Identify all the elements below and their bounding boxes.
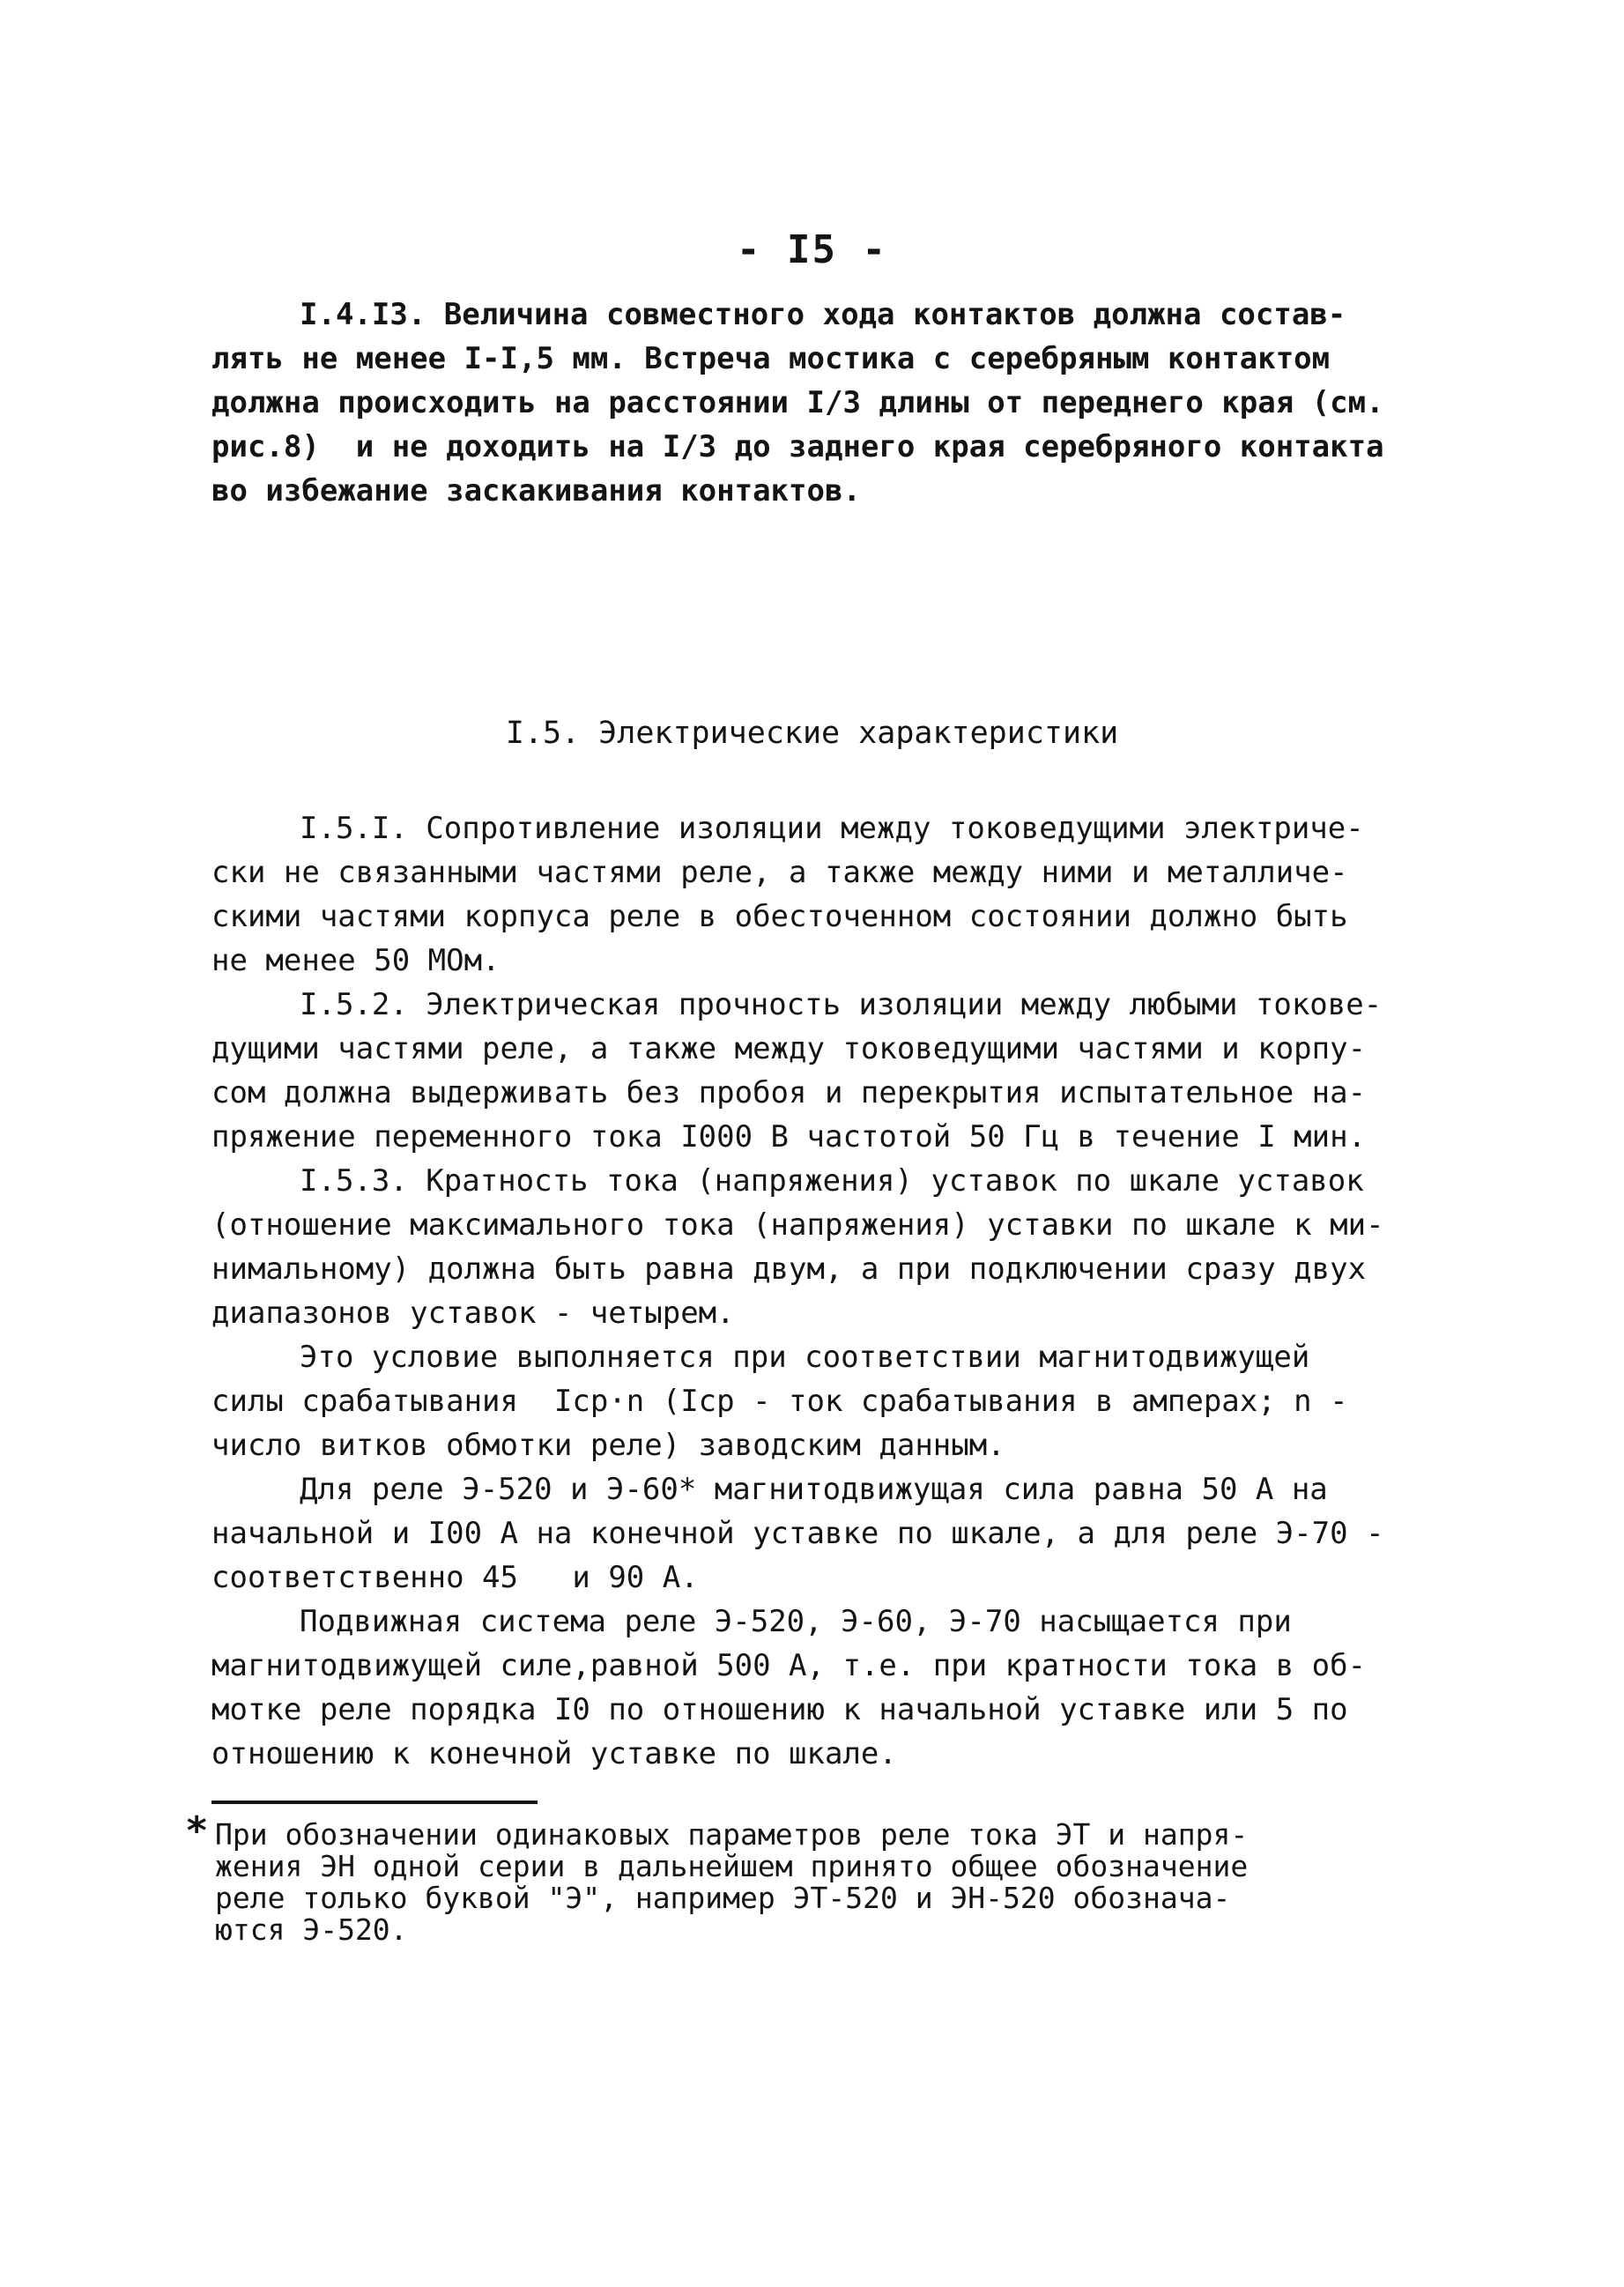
section-heading: I.5. Электрические характеристики bbox=[505, 716, 1119, 751]
text-line: нимальному) должна быть равна двум, а при подключении сразу двух bbox=[211, 1251, 1367, 1287]
text-line: должна происходить на расстоянии I/3 длины от переднего края (см. bbox=[211, 385, 1384, 420]
text-line: I.5.I. Сопротивление изоляции между токоведущими электриче- bbox=[300, 811, 1364, 846]
text-line: Для реле Э-520 и Э-60* магнитодвижущая сила равна 50 А на bbox=[300, 1472, 1328, 1507]
text-line: Подвижная система реле Э-520, Э-60, Э-70 насыщается при bbox=[300, 1604, 1292, 1639]
footnote-rule bbox=[211, 1801, 538, 1804]
text-line: диапазонов уставок - четырем. bbox=[211, 1296, 735, 1331]
condition-paragraph bbox=[211, 1335, 1419, 1467]
footnote-line: ются Э-520. bbox=[215, 1912, 408, 1947]
text-line: магнитодвижущей силе,равной 500 А, т.е. при кратности тока в об- bbox=[211, 1648, 1367, 1683]
footnote-line: жения ЭН одной серии в дальнейшем принято общее обозначение bbox=[215, 1849, 1249, 1883]
footnote-line: реле только буквой "Э", например ЭТ-520 и ЭН-520 обознача- bbox=[215, 1881, 1231, 1915]
text-line: I.5.2. Электрическая прочность изоляции между любыми токове- bbox=[300, 987, 1383, 1022]
text-line: число витков обмотки реле) заводским данным. bbox=[211, 1428, 1005, 1463]
text-line: I.4.I3. Величина совместного хода контактов должна состав- bbox=[300, 297, 1346, 332]
text-line: рис.8) и не доходить на I/3 до заднего края серебряного контакта bbox=[211, 429, 1384, 464]
footnote bbox=[185, 1808, 1401, 1947]
page-number: - I5 - bbox=[737, 227, 887, 272]
clause-1-4-13 bbox=[211, 293, 1419, 513]
text-line: пряжение переменного тока I000 В частотой 50 Гц в течение I мин. bbox=[211, 1119, 1367, 1155]
text-line: не менее 50 МОм. bbox=[211, 943, 501, 978]
text-line: начальной и I00 А на конечной уставке по шкале, а для реле Э-70 - bbox=[211, 1516, 1384, 1551]
clause-1-5-1 bbox=[211, 806, 1419, 983]
text-line: лять не менее I-I,5 мм. Встреча мостика с серебряным контактом bbox=[211, 341, 1331, 376]
text-line: (отношение максимального тока (напряжения) уставки по шкале к ми- bbox=[211, 1207, 1384, 1243]
text-line: соответственно 45 и 90 А. bbox=[211, 1560, 699, 1595]
text-line: I.5.3. Кратность тока (напряжения) уставок по шкале уставок bbox=[300, 1163, 1364, 1199]
text-line: силы срабатывания Iср·n (Iср - ток срабатывания в амперах; n - bbox=[211, 1384, 1348, 1419]
text-line: во избежание заскакивания контактов. bbox=[211, 473, 861, 509]
footnote-mark: * bbox=[185, 1808, 209, 1853]
mmf-paragraph bbox=[211, 1467, 1419, 1600]
saturation-paragraph bbox=[211, 1600, 1419, 1776]
text-line: скими частями корпуса реле в обесточенном состоянии должно быть bbox=[211, 899, 1348, 934]
text-line: отношению к конечной уставке по шкале. bbox=[211, 1736, 897, 1771]
clause-1-5-2 bbox=[211, 983, 1419, 1159]
text-line: Это условие выполняется при соответствии магнитодвижущей bbox=[300, 1340, 1310, 1375]
text-line: сом должна выдерживать без пробоя и перекрытия испытательное на- bbox=[211, 1075, 1367, 1110]
footnote-line: При обозначении одинаковых параметров реле тока ЭТ и напря- bbox=[215, 1817, 1249, 1852]
text-line: мотке реле порядка I0 по отношению к начальной уставке или 5 по bbox=[211, 1692, 1348, 1727]
text-line: ски не связанными частями реле, а также между ними и металличе- bbox=[211, 855, 1348, 890]
clause-1-5-3 bbox=[211, 1159, 1419, 1335]
text-line: дущими частями реле, а также между токоведущими частями и корпу- bbox=[211, 1031, 1367, 1066]
